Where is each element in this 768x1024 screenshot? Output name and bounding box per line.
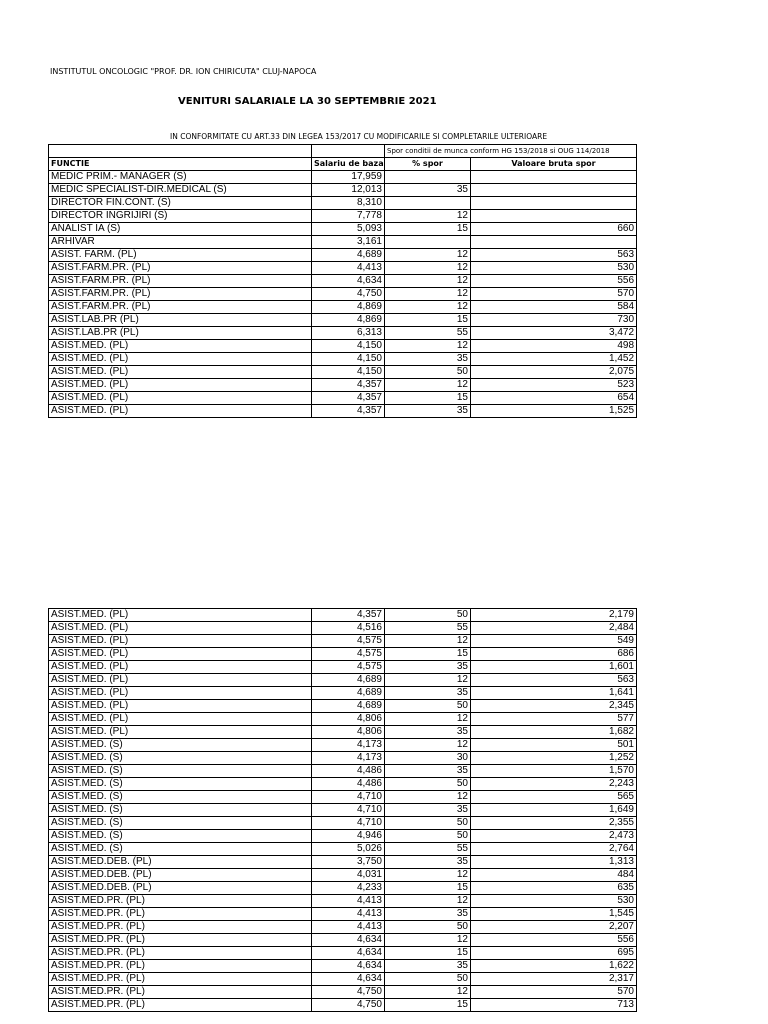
cell-valoare: 660 xyxy=(471,223,637,236)
cell-spor-percent: 15 xyxy=(385,947,471,960)
cell-spor-percent: 50 xyxy=(385,778,471,791)
table-row xyxy=(49,301,637,314)
table-row xyxy=(49,934,637,947)
cell-functie: ASIST.MED.PR. (PL) xyxy=(49,999,312,1012)
cell-valoare: 1,682 xyxy=(471,726,637,739)
cell-spor-percent: 15 xyxy=(385,223,471,236)
cell-spor-percent: 12 xyxy=(385,301,471,314)
cell-functie: ASIST.MED. (S) xyxy=(49,830,312,843)
cell-spor-percent: 12 xyxy=(385,210,471,223)
cell-salariu: 4,413 xyxy=(312,262,385,275)
cell-spor-percent: 35 xyxy=(385,726,471,739)
cell-salariu: 4,710 xyxy=(312,817,385,830)
cell-valoare: 2,764 xyxy=(471,843,637,856)
table-row xyxy=(49,379,637,392)
table-row xyxy=(49,895,637,908)
cell-functie: ASIST.MED.PR. (PL) xyxy=(49,986,312,999)
table-body-top xyxy=(49,171,637,418)
cell-valoare xyxy=(471,171,637,184)
cell-salariu: 3,161 xyxy=(312,236,385,249)
table-row xyxy=(49,973,637,986)
cell-spor-percent: 35 xyxy=(385,405,471,418)
cell-valoare: 1,313 xyxy=(471,856,637,869)
cell-valoare xyxy=(471,197,637,210)
cell-salariu: 4,357 xyxy=(312,405,385,418)
cell-spor-percent: 35 xyxy=(385,353,471,366)
cell-spor-percent xyxy=(385,197,471,210)
table-row xyxy=(49,635,637,648)
cell-spor-percent: 35 xyxy=(385,960,471,973)
cell-spor-percent: 35 xyxy=(385,184,471,197)
cell-salariu: 4,750 xyxy=(312,999,385,1012)
cell-functie: ASIST.MED. (PL) xyxy=(49,661,312,674)
cell-spor-percent: 50 xyxy=(385,609,471,622)
cell-functie: ASIST.MED. (PL) xyxy=(49,713,312,726)
cell-salariu: 4,946 xyxy=(312,830,385,843)
table-row xyxy=(49,366,637,379)
table-body-bottom xyxy=(49,609,637,1012)
column-header-functie: FUNCTIE xyxy=(49,158,312,171)
table-row xyxy=(49,171,637,184)
cell-functie: ASIST.FARM.PR. (PL) xyxy=(49,301,312,314)
cell-salariu: 4,413 xyxy=(312,895,385,908)
table-row xyxy=(49,791,637,804)
cell-salariu: 4,150 xyxy=(312,340,385,353)
cell-functie: ASIST.MED. (PL) xyxy=(49,353,312,366)
cell-spor-percent: 12 xyxy=(385,869,471,882)
cell-valoare: 1,649 xyxy=(471,804,637,817)
cell-valoare: 2,207 xyxy=(471,921,637,934)
cell-salariu: 4,486 xyxy=(312,765,385,778)
table-row xyxy=(49,405,637,418)
cell-valoare: 730 xyxy=(471,314,637,327)
cell-valoare: 713 xyxy=(471,999,637,1012)
cell-salariu: 5,093 xyxy=(312,223,385,236)
cell-valoare: 570 xyxy=(471,288,637,301)
table-row xyxy=(49,817,637,830)
cell-salariu: 12,013 xyxy=(312,184,385,197)
table-row xyxy=(49,999,637,1012)
legal-note: IN CONFORMITATE CU ART.33 DIN LEGEA 153/2017 CU MODIFICARILE SI COMPLETARILE ULTERIOARE xyxy=(170,132,548,141)
cell-spor-percent: 55 xyxy=(385,327,471,340)
cell-functie: DIRECTOR FIN.CONT. (S) xyxy=(49,197,312,210)
cell-spor-percent: 30 xyxy=(385,752,471,765)
cell-salariu: 4,357 xyxy=(312,392,385,405)
cell-salariu: 4,575 xyxy=(312,648,385,661)
table-row xyxy=(49,184,637,197)
table-row xyxy=(49,210,637,223)
cell-salariu: 4,710 xyxy=(312,791,385,804)
table-row xyxy=(49,353,637,366)
cell-valoare: 654 xyxy=(471,392,637,405)
cell-spor-percent: 15 xyxy=(385,648,471,661)
cell-functie: ASIST.FARM.PR. (PL) xyxy=(49,288,312,301)
table-row xyxy=(49,700,637,713)
cell-functie: ASIST.MED. (PL) xyxy=(49,622,312,635)
cell-spor-percent: 12 xyxy=(385,791,471,804)
cell-spor-percent: 35 xyxy=(385,661,471,674)
document-title: VENITURI SALARIALE LA 30 SEPTEMBRIE 2021 xyxy=(178,96,437,107)
cell-salariu: 4,031 xyxy=(312,869,385,882)
table-row xyxy=(49,908,637,921)
cell-valoare: 2,484 xyxy=(471,622,637,635)
cell-functie: ASIST.MED.DEB. (PL) xyxy=(49,882,312,895)
cell-salariu: 4,150 xyxy=(312,366,385,379)
table-row xyxy=(49,314,637,327)
table-row xyxy=(49,392,637,405)
cell-valoare: 1,570 xyxy=(471,765,637,778)
cell-salariu: 8,310 xyxy=(312,197,385,210)
cell-functie: ASIST.MED. (S) xyxy=(49,752,312,765)
cell-valoare: 2,345 xyxy=(471,700,637,713)
column-header-spor-percent: % spor xyxy=(385,158,471,171)
cell-functie: ASIST.FARM.PR. (PL) xyxy=(49,275,312,288)
cell-spor-percent: 12 xyxy=(385,288,471,301)
table-row xyxy=(49,648,637,661)
cell-salariu: 4,486 xyxy=(312,778,385,791)
cell-valoare: 565 xyxy=(471,791,637,804)
cell-spor-percent: 12 xyxy=(385,379,471,392)
cell-spor-percent: 50 xyxy=(385,973,471,986)
table-row xyxy=(49,882,637,895)
cell-salariu: 4,689 xyxy=(312,674,385,687)
cell-valoare: 635 xyxy=(471,882,637,895)
cell-spor-percent: 15 xyxy=(385,882,471,895)
cell-spor-percent xyxy=(385,171,471,184)
cell-salariu: 4,634 xyxy=(312,973,385,986)
cell-functie: ANALIST IA (S) xyxy=(49,223,312,236)
cell-salariu: 4,516 xyxy=(312,622,385,635)
cell-valoare: 556 xyxy=(471,275,637,288)
cell-valoare: 2,179 xyxy=(471,609,637,622)
cell-valoare: 1,641 xyxy=(471,687,637,700)
cell-spor-percent: 35 xyxy=(385,908,471,921)
table-row xyxy=(49,726,637,739)
cell-valoare: 1,525 xyxy=(471,405,637,418)
cell-spor-percent: 50 xyxy=(385,817,471,830)
cell-salariu: 4,413 xyxy=(312,921,385,934)
cell-functie: ASIST.MED. (S) xyxy=(49,765,312,778)
cell-spor-percent: 35 xyxy=(385,856,471,869)
cell-functie: ASIST.MED.PR. (PL) xyxy=(49,947,312,960)
cell-functie: ASIST.MED. (PL) xyxy=(49,340,312,353)
cell-valoare: 577 xyxy=(471,713,637,726)
cell-functie: ASIST.MED. (PL) xyxy=(49,687,312,700)
cell-salariu: 4,634 xyxy=(312,934,385,947)
cell-valoare: 1,452 xyxy=(471,353,637,366)
cell-functie: ASIST.MED. (PL) xyxy=(49,648,312,661)
cell-functie: ASIST.MED. (PL) xyxy=(49,392,312,405)
cell-functie: ASIST.MED. (S) xyxy=(49,778,312,791)
cell-valoare: 556 xyxy=(471,934,637,947)
header-group-row xyxy=(49,145,637,158)
cell-functie: ASIST.MED.PR. (PL) xyxy=(49,960,312,973)
cell-salariu: 4,750 xyxy=(312,986,385,999)
cell-functie: ASIST.MED.PR. (PL) xyxy=(49,895,312,908)
cell-functie: ASIST.MED. (S) xyxy=(49,843,312,856)
cell-functie: ASIST.MED. (PL) xyxy=(49,366,312,379)
table-row xyxy=(49,327,637,340)
cell-spor-percent: 12 xyxy=(385,262,471,275)
cell-functie: ASIST.MED.DEB. (PL) xyxy=(49,856,312,869)
table-row xyxy=(49,921,637,934)
cell-salariu: 4,689 xyxy=(312,700,385,713)
cell-salariu: 5,026 xyxy=(312,843,385,856)
cell-spor-percent: 55 xyxy=(385,622,471,635)
cell-spor-percent: 12 xyxy=(385,895,471,908)
cell-valoare: 563 xyxy=(471,249,637,262)
table-row xyxy=(49,197,637,210)
cell-functie: ASIST.MED. (PL) xyxy=(49,609,312,622)
institution-name: INSTITUTUL ONCOLOGIC "PROF. DR. ION CHIRICUTA" CLUJ-NAPOCA xyxy=(50,67,317,76)
cell-functie: ASIST.FARM.PR. (PL) xyxy=(49,262,312,275)
cell-valoare: 563 xyxy=(471,674,637,687)
cell-salariu: 4,634 xyxy=(312,947,385,960)
cell-salariu: 4,750 xyxy=(312,288,385,301)
table-row xyxy=(49,986,637,999)
cell-spor-percent: 12 xyxy=(385,739,471,752)
table-row xyxy=(49,960,637,973)
cell-functie: DIRECTOR INGRIJIRI (S) xyxy=(49,210,312,223)
cell-valoare xyxy=(471,236,637,249)
cell-spor-percent: 12 xyxy=(385,635,471,648)
cell-valoare: 530 xyxy=(471,262,637,275)
cell-salariu: 4,634 xyxy=(312,960,385,973)
cell-valoare: 498 xyxy=(471,340,637,353)
cell-functie: ASIST.MED. (S) xyxy=(49,804,312,817)
table-row xyxy=(49,947,637,960)
cell-salariu: 4,357 xyxy=(312,609,385,622)
cell-salariu: 4,173 xyxy=(312,739,385,752)
cell-functie: ASIST.MED.PR. (PL) xyxy=(49,908,312,921)
cell-valoare: 2,317 xyxy=(471,973,637,986)
cell-functie: ASIST.LAB.PR (PL) xyxy=(49,327,312,340)
cell-functie: ASIST.MED. (PL) xyxy=(49,700,312,713)
cell-spor-percent: 35 xyxy=(385,765,471,778)
table-row xyxy=(49,856,637,869)
cell-spor-percent: 12 xyxy=(385,713,471,726)
cell-functie: ASIST.MED. (PL) xyxy=(49,405,312,418)
cell-salariu: 4,634 xyxy=(312,275,385,288)
table-row xyxy=(49,340,637,353)
table-row xyxy=(49,236,637,249)
table-row xyxy=(49,752,637,765)
cell-spor-percent xyxy=(385,236,471,249)
cell-valoare: 549 xyxy=(471,635,637,648)
cell-functie: ASIST.MED. (S) xyxy=(49,791,312,804)
table-row xyxy=(49,843,637,856)
cell-functie: MEDIC SPECIALIST-DIR.MEDICAL (S) xyxy=(49,184,312,197)
cell-valoare: 2,355 xyxy=(471,817,637,830)
table-row xyxy=(49,661,637,674)
cell-spor-percent: 50 xyxy=(385,366,471,379)
cell-salariu: 17,959 xyxy=(312,171,385,184)
table-row xyxy=(49,713,637,726)
cell-valoare: 2,243 xyxy=(471,778,637,791)
cell-salariu: 4,710 xyxy=(312,804,385,817)
cell-salariu: 4,357 xyxy=(312,379,385,392)
cell-spor-percent: 50 xyxy=(385,921,471,934)
cell-functie: ASIST.MED. (S) xyxy=(49,739,312,752)
column-header-salariu: Salariu de baza xyxy=(312,158,385,171)
cell-functie: ASIST.MED.DEB. (PL) xyxy=(49,869,312,882)
cell-valoare: 530 xyxy=(471,895,637,908)
cell-functie: ASIST.MED.PR. (PL) xyxy=(49,934,312,947)
table-row xyxy=(49,830,637,843)
cell-functie: ASIST. FARM. (PL) xyxy=(49,249,312,262)
cell-salariu: 4,575 xyxy=(312,635,385,648)
cell-valoare: 584 xyxy=(471,301,637,314)
cell-functie: ASIST.MED. (PL) xyxy=(49,726,312,739)
cell-salariu: 7,778 xyxy=(312,210,385,223)
salary-table-bottom xyxy=(48,608,637,1012)
cell-salariu: 6,313 xyxy=(312,327,385,340)
column-header-valoare: Valoare bruta spor xyxy=(471,158,637,171)
cell-salariu: 4,689 xyxy=(312,687,385,700)
cell-functie: MEDIC PRIM.- MANAGER (S) xyxy=(49,171,312,184)
table-row xyxy=(49,609,637,622)
cell-valoare: 523 xyxy=(471,379,637,392)
cell-salariu: 4,575 xyxy=(312,661,385,674)
cell-valoare: 501 xyxy=(471,739,637,752)
cell-salariu: 4,689 xyxy=(312,249,385,262)
cell-functie: ASIST.MED.PR. (PL) xyxy=(49,921,312,934)
table-row xyxy=(49,778,637,791)
cell-valoare: 484 xyxy=(471,869,637,882)
cell-valoare xyxy=(471,184,637,197)
cell-salariu: 4,869 xyxy=(312,314,385,327)
cell-valoare: 570 xyxy=(471,986,637,999)
cell-salariu: 4,806 xyxy=(312,726,385,739)
table-row xyxy=(49,869,637,882)
cell-functie: ASIST.MED. (S) xyxy=(49,817,312,830)
cell-valoare: 2,075 xyxy=(471,366,637,379)
column-header-row xyxy=(49,158,637,171)
cell-valoare: 1,601 xyxy=(471,661,637,674)
cell-salariu: 4,233 xyxy=(312,882,385,895)
cell-spor-percent: 50 xyxy=(385,700,471,713)
table-row xyxy=(49,249,637,262)
cell-spor-percent: 15 xyxy=(385,999,471,1012)
cell-spor-percent: 15 xyxy=(385,392,471,405)
table-row xyxy=(49,288,637,301)
header-empty-cell xyxy=(49,145,312,158)
cell-spor-percent: 12 xyxy=(385,249,471,262)
cell-salariu: 3,750 xyxy=(312,856,385,869)
table-row xyxy=(49,765,637,778)
table-row xyxy=(49,223,637,236)
salary-table-top xyxy=(48,144,637,418)
cell-functie: ASIST.LAB.PR (PL) xyxy=(49,314,312,327)
cell-valoare: 1,545 xyxy=(471,908,637,921)
table-row xyxy=(49,674,637,687)
cell-valoare: 2,473 xyxy=(471,830,637,843)
cell-valoare xyxy=(471,210,637,223)
cell-spor-percent: 12 xyxy=(385,275,471,288)
cell-valoare: 1,252 xyxy=(471,752,637,765)
spor-group-header: Spor conditii de munca conform HG 153/2018 si OUG 114/2018 xyxy=(385,145,637,158)
table-row xyxy=(49,739,637,752)
cell-spor-percent: 50 xyxy=(385,830,471,843)
cell-functie: ASIST.MED. (PL) xyxy=(49,635,312,648)
cell-salariu: 4,806 xyxy=(312,713,385,726)
table-row xyxy=(49,687,637,700)
cell-valoare: 3,472 xyxy=(471,327,637,340)
cell-spor-percent: 15 xyxy=(385,314,471,327)
cell-spor-percent: 12 xyxy=(385,340,471,353)
cell-spor-percent: 12 xyxy=(385,674,471,687)
cell-salariu: 4,150 xyxy=(312,353,385,366)
cell-spor-percent: 35 xyxy=(385,687,471,700)
cell-spor-percent: 35 xyxy=(385,804,471,817)
cell-salariu: 4,413 xyxy=(312,908,385,921)
cell-functie: ASIST.MED. (PL) xyxy=(49,379,312,392)
cell-salariu: 4,173 xyxy=(312,752,385,765)
cell-functie: ASIST.MED. (PL) xyxy=(49,674,312,687)
header-empty-cell xyxy=(312,145,385,158)
cell-functie: ARHIVAR xyxy=(49,236,312,249)
cell-spor-percent: 12 xyxy=(385,986,471,999)
cell-valoare: 695 xyxy=(471,947,637,960)
cell-spor-percent: 12 xyxy=(385,934,471,947)
cell-salariu: 4,869 xyxy=(312,301,385,314)
cell-spor-percent: 55 xyxy=(385,843,471,856)
table-row xyxy=(49,275,637,288)
cell-valoare: 686 xyxy=(471,648,637,661)
table-row xyxy=(49,622,637,635)
table-row xyxy=(49,262,637,275)
table-row xyxy=(49,804,637,817)
cell-functie: ASIST.MED.PR. (PL) xyxy=(49,973,312,986)
cell-valoare: 1,622 xyxy=(471,960,637,973)
